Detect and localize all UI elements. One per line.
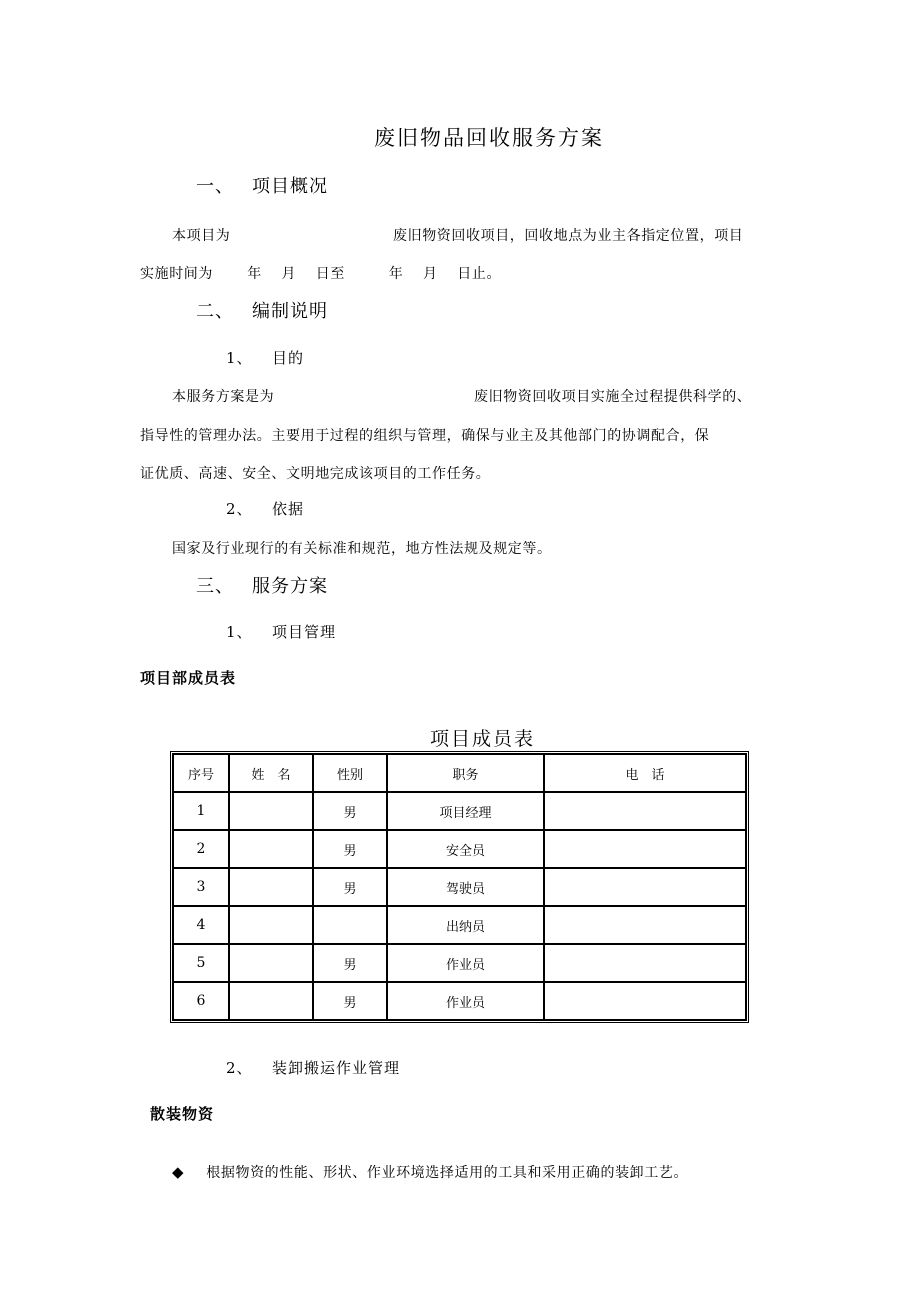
section-number: 三、 [196,576,234,597]
cell-index: 4 [173,906,229,944]
table-title: 项目成员表 [430,728,536,750]
subheading-number: 2、 [226,500,253,518]
cell-gender: 男 [313,944,387,982]
subheading-number: 2、 [226,1059,253,1077]
cell-index: 1 [173,792,229,830]
table-row [173,792,746,830]
cell-name [229,982,313,1020]
cell-name [229,906,313,944]
header-index: 序号 [173,754,229,792]
overview-line-2: 实施时间为 年 月 日至 年 月 日止。 [140,266,502,282]
section-title: 编制说明 [252,301,328,322]
cell-name [229,830,313,868]
cell-phone [544,982,746,1020]
section-heading-overview [196,172,328,198]
cell-index: 3 [173,868,229,906]
purpose-line-1a: 本服务方案是为 [172,389,275,405]
section-number: 一、 [196,176,234,197]
cell-phone [544,830,746,868]
cell-name [229,944,313,982]
section-title: 项目概况 [252,176,328,197]
subheading-title: 依据 [272,500,305,518]
bulk-materials-label: 散装物资 [150,1105,215,1123]
bullet-item [172,1162,688,1182]
cell-phone [544,906,746,944]
document-title: 废旧物品回收服务方案 [374,126,604,150]
subheading-title: 项目管理 [272,623,337,641]
cell-position: 驾驶员 [387,868,544,906]
dept-members-label: 项目部成员表 [140,669,237,687]
bullet-text: 根据物资的性能、形状、作业环境选择适用的工具和采用正确的装卸工艺。 [206,1165,689,1181]
section-title: 服务方案 [252,576,328,597]
section-heading-plan [196,572,328,598]
subheading-loading-management [226,1057,400,1078]
cell-gender [313,906,387,944]
cell-index: 2 [173,830,229,868]
section-number: 二、 [196,301,234,322]
cell-phone [544,868,746,906]
subheading-title: 装卸搬运作业管理 [272,1059,401,1077]
cell-position: 作业员 [387,944,544,982]
cell-gender: 男 [313,868,387,906]
table-header-row [173,754,746,792]
table-row [173,906,746,944]
cell-phone [544,792,746,830]
cell-position: 项目经理 [387,792,544,830]
subheading-title: 目的 [272,349,305,367]
subheading-number: 1、 [226,623,253,641]
purpose-line-3: 证优质、高速、安全、文明地完成该项目的工作任务。 [140,466,491,482]
section-heading-notes [196,297,328,323]
members-table [170,751,749,1023]
subheading-project-management [226,621,336,642]
purpose-line-1b: 废旧物资回收项目实施全过程提供科学的、 [474,389,752,405]
header-phone: 电 话 [544,754,746,792]
subheading-purpose [226,347,304,368]
subheading-basis [226,498,304,519]
table-row [173,944,746,982]
subheading-number: 1、 [226,349,253,367]
table-row [173,982,746,1020]
cell-index: 6 [173,982,229,1020]
overview-line-1b: 废旧物资回收项目，回收地点为业主各指定位置，项目 [393,228,744,244]
cell-position: 安全员 [387,830,544,868]
table-row [173,830,746,868]
basis-text: 国家及行业现行的有关标准和规范，地方性法规及规定等。 [172,541,552,557]
cell-name [229,792,313,830]
header-position: 职务 [387,754,544,792]
cell-position: 作业员 [387,982,544,1020]
cell-phone [544,944,746,982]
overview-line-1a: 本项目为 [172,228,231,244]
table-row [173,868,746,906]
cell-index: 5 [173,944,229,982]
cell-gender: 男 [313,830,387,868]
diamond-bullet-icon: ◆ [172,1163,185,1181]
cell-name [229,868,313,906]
purpose-line-2: 指导性的管理办法。主要用于过程的组织与管理，确保与业主及其他部门的协调配合，保 [140,428,710,444]
cell-gender: 男 [313,982,387,1020]
cell-position: 出纳员 [387,906,544,944]
cell-gender: 男 [313,792,387,830]
header-gender: 性别 [313,754,387,792]
header-name: 姓 名 [229,754,313,792]
